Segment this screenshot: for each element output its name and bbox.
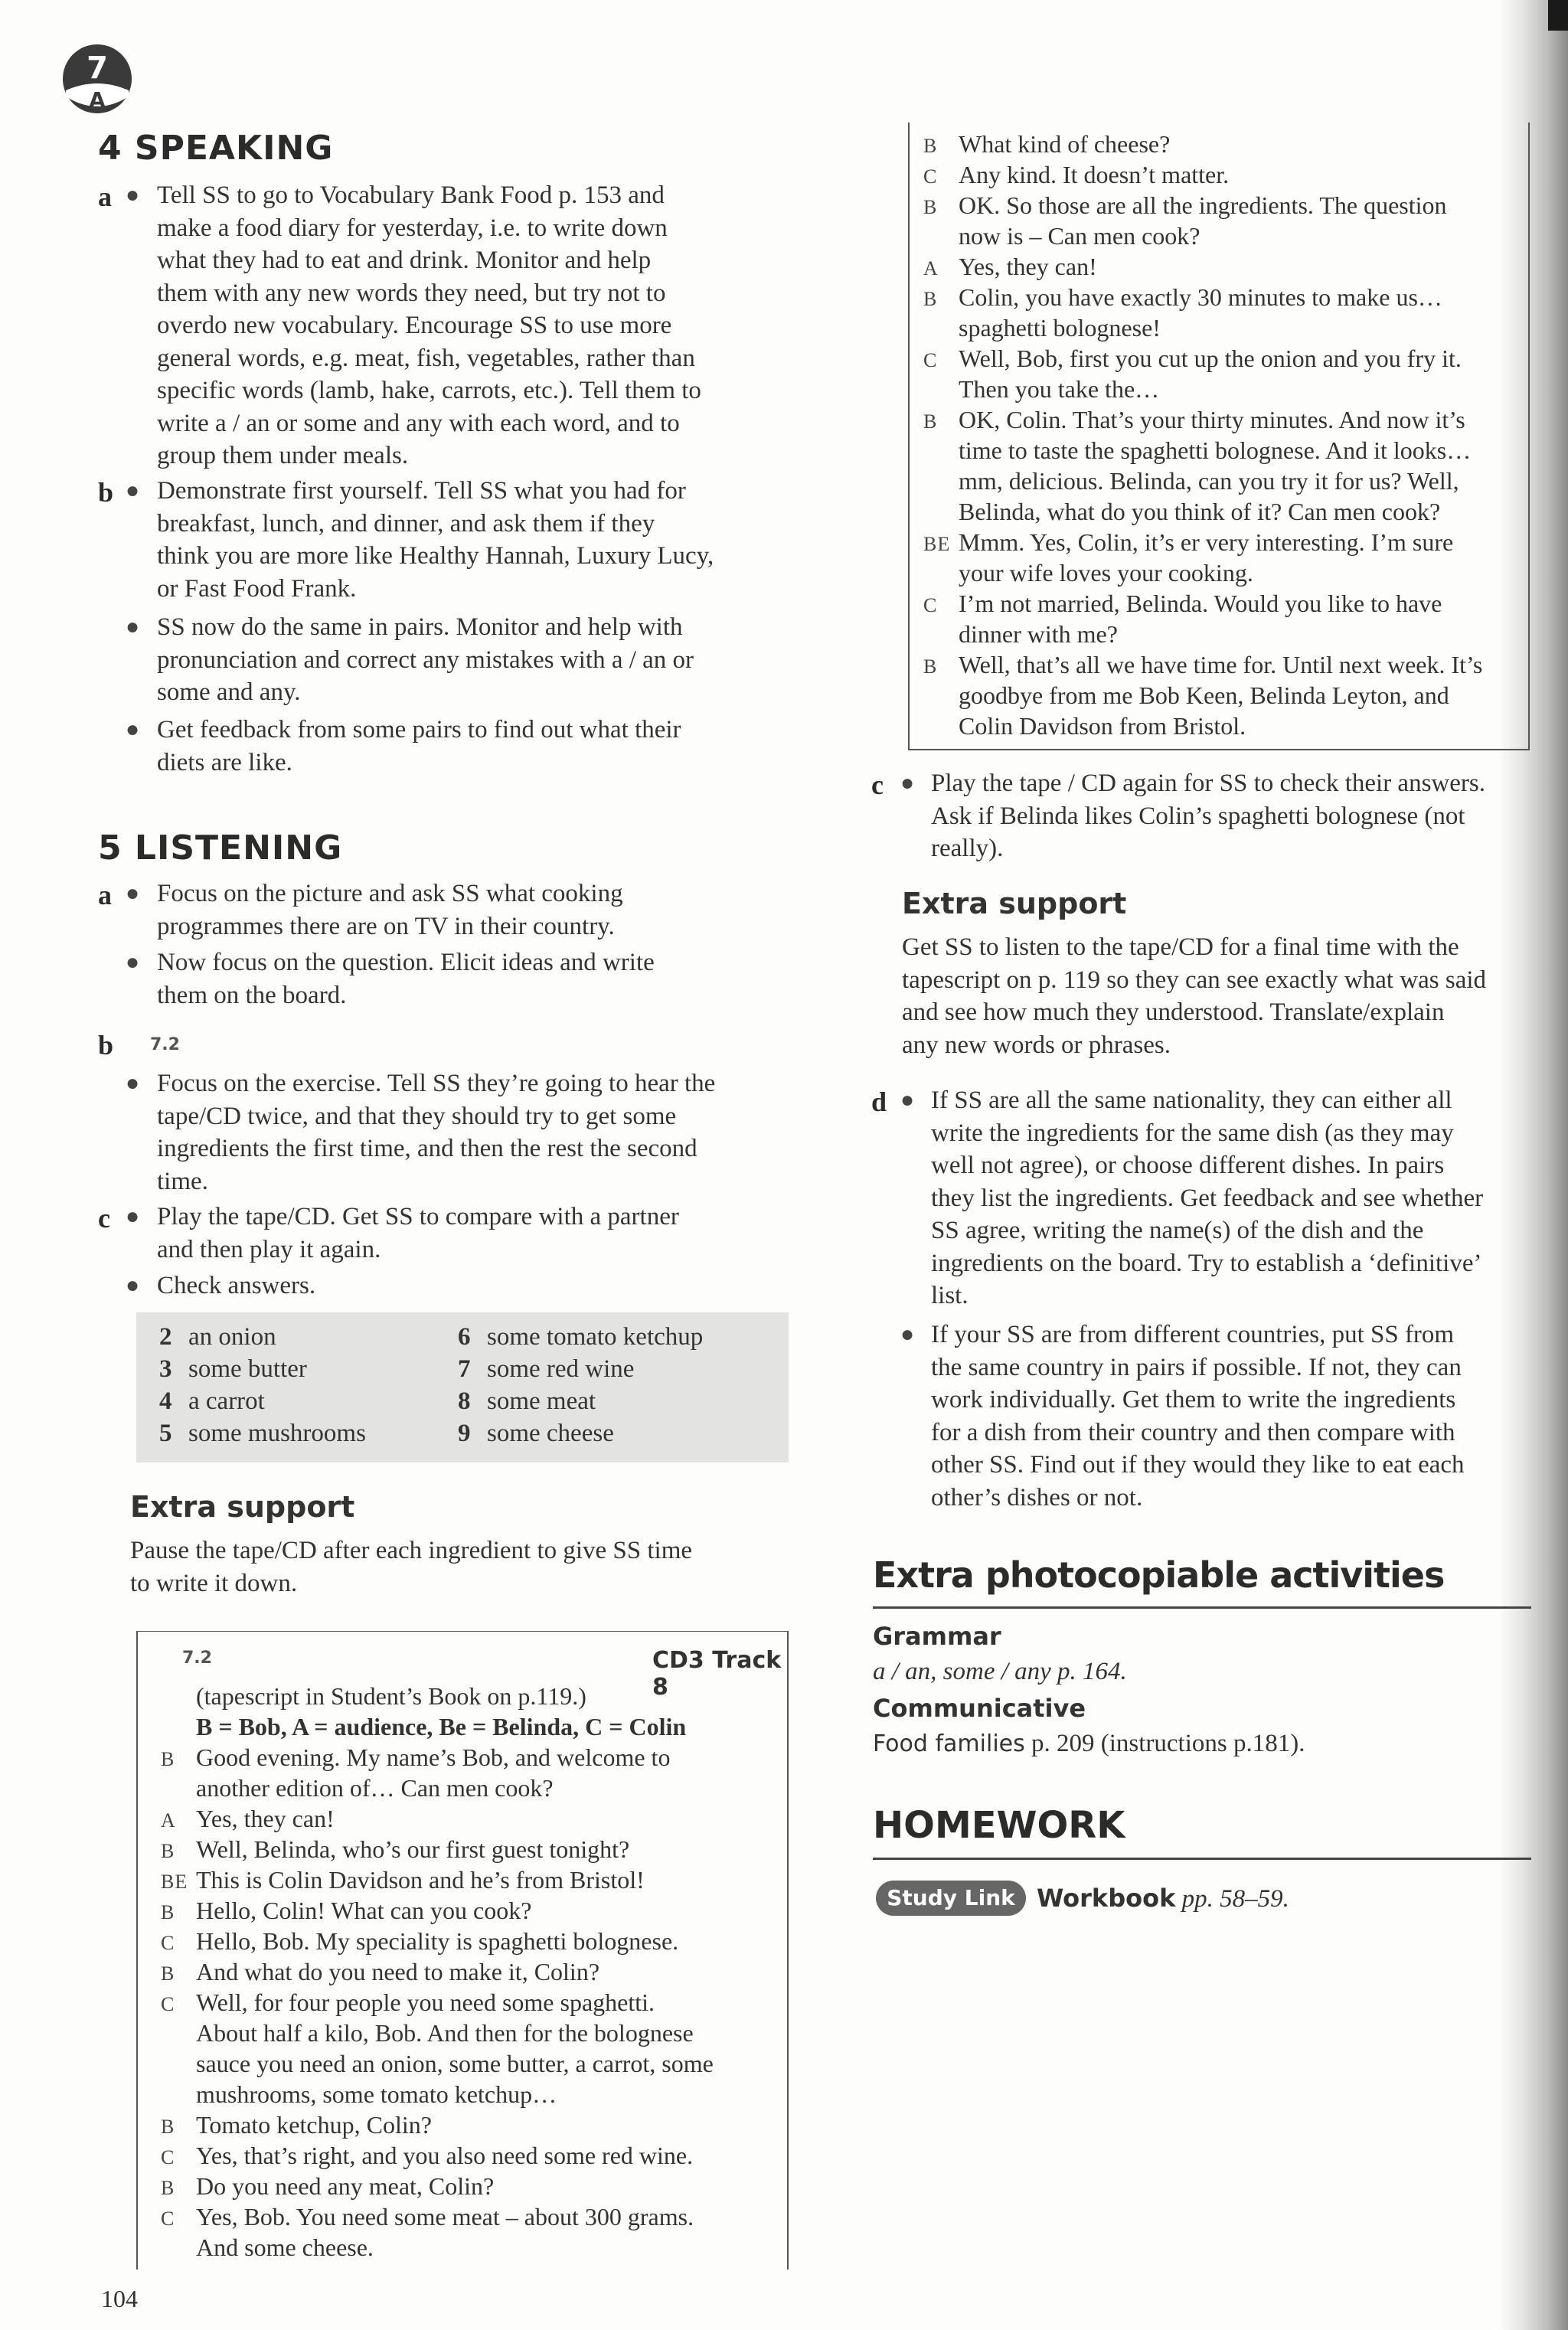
answer-item: 5 some mushrooms [159, 1420, 366, 1447]
dialogue-text: mushrooms, some tomato ketchup… [196, 2080, 557, 2108]
speaker-label: B [923, 196, 938, 218]
speaking-a-text [157, 179, 808, 472]
tapescript-line [923, 528, 1453, 557]
answer-item: 7 some red wine [458, 1355, 635, 1383]
bullet-icon: ● [126, 1204, 140, 1229]
tapescript-line [923, 712, 1246, 740]
tapescript-line [923, 559, 1253, 587]
speaker-label: B [161, 1840, 175, 1862]
listening-a-text [157, 877, 808, 943]
answer-item: 3 some butter [159, 1355, 307, 1383]
item-letter-a: a [98, 880, 112, 910]
speaker-label: C [161, 2207, 175, 2230]
dialogue-text: dinner with me? [959, 620, 1118, 648]
dialogue-text: Yes, Bob. You need some meat – about 300 grams. [196, 2203, 694, 2230]
dialogue-text: spaghetti bolognese! [959, 314, 1161, 341]
dialogue-text: now is – Can men cook? [959, 222, 1200, 250]
workbook-reference: Workbook pp. 58–59. [1037, 1884, 1289, 1913]
right-d2-text [931, 1319, 1551, 1514]
speaker-label: B [923, 288, 938, 310]
speaker-label: BE [923, 533, 951, 555]
bullet-icon: ● [900, 1322, 915, 1347]
tapescript-line [161, 2080, 557, 2109]
listening-b-text [157, 1067, 808, 1198]
text-line: Now focus on the question. Elicit ideas and write [157, 949, 655, 976]
speaking-b3-text [157, 714, 808, 779]
extra-support-text [902, 931, 1553, 1061]
speaker-label: B [161, 2116, 175, 2138]
dialogue-text: Yes, they can! [959, 253, 1097, 280]
text-line: make a food diary for yesterday, i.e. to write down [157, 214, 668, 242]
extra-support-heading: Extra support [902, 887, 1127, 920]
dialogue-text: Any kind. It doesn’t matter. [959, 161, 1230, 188]
speaker-label: C [161, 1932, 175, 1954]
bullet-icon: ● [126, 478, 140, 503]
dialogue-text: mm, delicious. Belinda, can you try it for us? Well, [959, 467, 1459, 495]
dialogue-text: About half a kilo, Bob. And then for the bolognese [196, 2019, 694, 2047]
tapescript-line [161, 2050, 714, 2078]
dialogue-text: Hello, Colin! What can you cook? [196, 1897, 532, 1924]
tapescript-line [923, 467, 1459, 495]
answer-item: 9 some cheese [458, 1420, 614, 1447]
text-line: programmes there are on TV in their country. [157, 912, 615, 940]
text-line: other SS. Find out if they would they like to eat each [931, 1451, 1465, 1479]
dialogue-text: another edition of… Can men cook? [196, 1774, 554, 1802]
tapescript-line [923, 681, 1449, 710]
dialogue-text: sauce you need an onion, some butter, a carrot, some [196, 2050, 714, 2077]
tapescript-line [923, 345, 1462, 373]
speaker-label: A [923, 257, 939, 279]
text-line: Play the tape / CD again for SS to check their answers. [931, 770, 1485, 797]
text-line: and then play it again. [157, 1235, 381, 1263]
extra-support-heading: Extra support [130, 1490, 355, 1524]
heading-rule [873, 1858, 1531, 1860]
text-line: Focus on the picture and ask SS what cooking [157, 880, 623, 907]
tapescript-line [161, 1927, 678, 1956]
listening-c-text [157, 1201, 808, 1266]
bullet-icon: ● [126, 614, 140, 639]
tapescript-line [923, 498, 1440, 526]
dialogue-text: Yes, they can! [196, 1805, 335, 1832]
text-line: them on the board. [157, 981, 347, 1009]
speaker-label: B [161, 1748, 175, 1770]
tapescript-line [923, 222, 1200, 250]
text-line: some and any. [157, 678, 301, 706]
text-line: tapescript on p. 119 so they can see exactly what was said [902, 966, 1487, 994]
text-line: If your SS are from different countries, put SS from [931, 1321, 1455, 1348]
bullet-icon: ● [900, 1087, 915, 1113]
text-line: overdo new vocabulary. Encourage SS to use more [157, 312, 672, 339]
bullet-icon: ● [126, 1070, 140, 1096]
tapescript-line [161, 2019, 694, 2047]
unit-letter: A [89, 87, 106, 113]
tapescript-line [161, 1989, 655, 2017]
heading-rule [873, 1606, 1531, 1609]
dialogue-text: Tomato ketchup, Colin? [196, 2111, 432, 2139]
text-line: ingredients the first time, and then the rest the second [157, 1135, 697, 1162]
answer-item: 8 some meat [458, 1387, 596, 1415]
answer-key-box [136, 1312, 789, 1462]
tapescript-box-left [136, 1631, 789, 2270]
bullet-icon: ● [126, 881, 140, 906]
bullet-icon: ● [126, 949, 140, 975]
speaker-label: C [923, 349, 938, 371]
text-line: think you are more like Healthy Hannah, Luxury Lucy, [157, 542, 714, 570]
tapescript-line [161, 2203, 694, 2231]
tapescript-line [161, 2234, 374, 2262]
unit-badge [61, 43, 133, 115]
tapescript-line [161, 2142, 693, 2170]
text-line: Check answers. [157, 1272, 316, 1299]
item-letter-c: c [871, 770, 884, 800]
text-line: Pause the tape/CD after each ingredient to give SS time [130, 1537, 693, 1564]
text-line: general words, e.g. meat, fish, vegetables, rather than [157, 344, 695, 372]
text-line: or Fast Food Frank. [157, 574, 357, 603]
text-line: Tell SS to go to Vocabulary Bank Food p. 153 and [157, 181, 665, 209]
audio-track-badge: 7.2 [150, 1035, 180, 1054]
communicative-text: Food families p. 209 (instructions p.181). [873, 1730, 1305, 1757]
bullet-icon: ● [126, 182, 140, 208]
text-line: tape/CD twice, and that they should try to get some [157, 1102, 677, 1130]
tapescript-line [923, 436, 1471, 465]
tapescript-line [923, 253, 1097, 281]
right-d-text [931, 1084, 1551, 1312]
listening-heading: 5 LISTENING [98, 828, 343, 868]
tapescript-line [161, 1897, 531, 1925]
tapescript-line [161, 1774, 554, 1802]
tapescript-box-right [908, 123, 1530, 750]
text-line: group them under meals. [157, 442, 409, 469]
answer-item: 6 some tomato ketchup [458, 1323, 704, 1351]
tapescript-line [161, 1713, 686, 1741]
text-line: other’s dishes or not. [931, 1483, 1143, 1511]
speaker-label: C [161, 2146, 175, 2168]
tapescript-line [161, 2111, 432, 2139]
dialogue-text: OK, Colin. That’s your thirty minutes. And now it’s [959, 406, 1465, 433]
dialogue-text: Hello, Bob. My speciality is spaghetti bolognese. [196, 1927, 679, 1955]
speaker-label: C [161, 1993, 175, 2015]
tapescript-line [923, 191, 1447, 220]
text-line: to write it down. [130, 1569, 298, 1597]
text-line: they list the ingredients. Get feedback and see whether [931, 1184, 1484, 1212]
dialogue-text: Then you take the… [959, 375, 1160, 403]
speaker-label: B [161, 1962, 175, 1985]
dialogue-text: Colin Davidson from Bristol. [959, 712, 1246, 740]
extra-support-text [130, 1534, 804, 1600]
dialogue-text: OK. So those are all the ingredients. The question [959, 191, 1447, 219]
dialogue-text: Well, Belinda, who’s our first guest tonight? [196, 1835, 630, 1863]
tapescript-line [161, 1835, 629, 1864]
speaker-label: B [161, 1901, 175, 1923]
dialogue-text: Well, for four people you need some spaghetti. [196, 1989, 655, 2016]
dialogue-text: time to taste the spaghetti bolognese. And it looks… [959, 436, 1472, 464]
tapescript-line [161, 1866, 645, 1894]
dialogue-text: Well, Bob, first you cut up the onion and you fry it. [959, 345, 1462, 372]
grammar-label: Grammar [873, 1622, 1001, 1651]
text-line: work individually. Get them to write the ingredients [931, 1386, 1456, 1413]
dialogue-text: Belinda, what do you think of it? Can men cook? [959, 498, 1441, 525]
tapescript-line [923, 375, 1159, 404]
dialogue-text: Do you need any meat, Colin? [196, 2172, 495, 2200]
item-letter-c: c [98, 1203, 110, 1234]
bullet-icon: ● [126, 1273, 140, 1298]
speaker-label: C [923, 165, 938, 188]
text-line: write a / an or some and any with each word, and to [157, 409, 680, 437]
tapescript-line [923, 130, 1170, 158]
tapescript-line [923, 161, 1229, 189]
tapescript-line [923, 590, 1442, 618]
text-line: If SS are all the same nationality, they can either all [931, 1087, 1452, 1114]
listening-c2-text [157, 1270, 808, 1302]
answer-item: 4 a carrot [159, 1387, 265, 1415]
text-line: Demonstrate first yourself. Tell SS what you had for [157, 477, 686, 505]
speaker-label: B [923, 410, 938, 433]
item-letter-b: b [98, 477, 114, 508]
bullet-icon: ● [126, 717, 140, 742]
text-line: list. [931, 1282, 969, 1309]
item-letter-b: b [98, 1030, 114, 1060]
text-line: what they had to eat and drink. Monitor and help [157, 247, 652, 274]
text-line: specific words (lamb, hake, carrots, etc.). Tell them to [157, 377, 701, 404]
text-line: any new words or phrases. [902, 1031, 1171, 1059]
text-line: time. [157, 1167, 208, 1195]
text-line: Focus on the exercise. Tell SS they’re going to hear the [157, 1070, 716, 1097]
audio-track-badge: 7.2 [182, 1649, 212, 1668]
study-link-badge: Study Link [876, 1881, 1026, 1916]
text-line: the same country in pairs if possible. If not, they can [931, 1353, 1462, 1381]
bullet-icon: ● [900, 770, 915, 796]
text-line: them with any new words they need, but try not to [157, 279, 666, 307]
dialogue-text: Colin, you have exactly 30 minutes to make us… [959, 283, 1442, 311]
dialogue-text: Well, that’s all we have time for. Until next week. It’s [959, 651, 1483, 678]
speaker-label: B [161, 2177, 175, 2199]
tapescript-line [923, 314, 1161, 342]
photocopiable-heading: Extra photocopiable activities [873, 1554, 1445, 1596]
dialogue-text: (tapescript in Student’s Book on p.119.) [196, 1682, 586, 1710]
speaker-label: A [161, 1809, 176, 1832]
dialogue-text: And some cheese. [196, 2234, 374, 2261]
text-line: diets are like. [157, 748, 292, 776]
dialogue-text: B = Bob, A = audience, Be = Belinda, C = Colin [196, 1713, 687, 1740]
answer-item: 2 an onion [159, 1323, 276, 1351]
text-line: pronunciation and correct any mistakes with a / an or [157, 645, 694, 674]
text-line: well not agree), or choose different dishes. In pairs [931, 1152, 1445, 1179]
dialogue-text: Yes, that’s right, and you also need some red wine. [196, 2142, 694, 2169]
speaking-b2-text [157, 611, 808, 709]
item-letter-d: d [871, 1087, 887, 1117]
listening-a2-text [157, 946, 808, 1011]
text-line: and see how much they understood. Translate/explain [902, 998, 1445, 1026]
text-line: SS agree, writing the name(s) of the dish and the [931, 1217, 1424, 1244]
dialogue-text: Good evening. My name’s Bob, and welcome to [196, 1743, 671, 1771]
tapescript-line [923, 406, 1465, 434]
communicative-label: Communicative [873, 1694, 1086, 1723]
text-line: for a dish from their country and then compare with [931, 1418, 1455, 1446]
tapescript-line [161, 1682, 586, 1711]
spine-corner [1548, 0, 1568, 31]
text-line: ingredients on the board. Try to establish a ‘definitive’ [931, 1249, 1482, 1277]
speaker-label: B [923, 135, 938, 157]
text-line: Ask if Belinda likes Colin’s spaghetti bolognese (not [931, 802, 1465, 830]
tapescript-line [923, 620, 1118, 649]
dialogue-text: goodbye from me Bob Keen, Belinda Leyton, and [959, 681, 1449, 709]
speaking-heading: 4 SPEAKING [98, 129, 334, 168]
item-letter-a: a [98, 181, 112, 212]
dialogue-text: What kind of cheese? [959, 130, 1171, 158]
speaker-label: BE [161, 1871, 188, 1893]
tapescript-line [923, 651, 1482, 679]
text-line: breakfast, lunch, and dinner, and ask them if they [157, 509, 655, 538]
dialogue-text: I’m not married, Belinda. Would you like to have [959, 590, 1442, 617]
speaking-b-text [157, 475, 808, 605]
right-c-text [931, 767, 1551, 865]
cd-track-label: CD3 Track 8 [652, 1647, 782, 1701]
dialogue-text: your wife loves your cooking. [959, 559, 1253, 587]
tapescript-line [161, 1958, 599, 1986]
page-number: 104 [101, 2285, 138, 2312]
tapescript-line [161, 2172, 494, 2201]
text-line: write the ingredients for the same dish (as they may [931, 1119, 1454, 1147]
grammar-text: a / an, some / any p. 164. [873, 1658, 1127, 1685]
tapescript-line [161, 1743, 670, 1772]
speaker-label: C [923, 594, 938, 616]
text-line: Get SS to listen to the tape/CD for a final time with the [902, 933, 1459, 961]
speaker-label: B [923, 655, 938, 678]
text-line: SS now do the same in pairs. Monitor and help with [157, 613, 683, 641]
dialogue-text: And what do you need to make it, Colin? [196, 1958, 600, 1985]
homework-heading: HOMEWORK [873, 1804, 1125, 1847]
text-line: Get feedback from some pairs to find out what their [157, 716, 681, 743]
text-line: Play the tape/CD. Get SS to compare with a partner [157, 1203, 679, 1230]
tapescript-line [161, 1805, 335, 1833]
text-line: really). [931, 835, 1004, 862]
dialogue-text: Mmm. Yes, Colin, it’s er very interesting. I’m sure [959, 528, 1454, 556]
unit-number: 7 [87, 51, 108, 86]
tapescript-line [923, 283, 1442, 312]
dialogue-text: This is Colin Davidson and he’s from Bristol! [196, 1866, 645, 1894]
